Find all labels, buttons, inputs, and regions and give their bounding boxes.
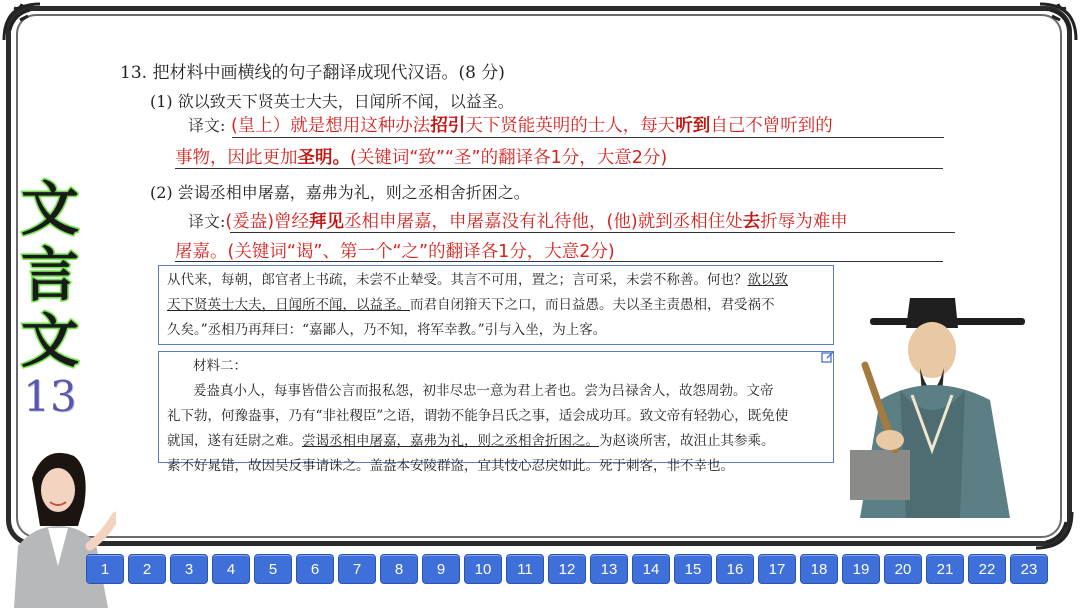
question-item-2: (2) 尝谒丞相申屠嘉，嘉弗为礼，则之丞相舍折困之。 bbox=[150, 183, 530, 202]
material-2-box bbox=[158, 351, 834, 474]
translation-label: 译文: bbox=[188, 212, 226, 231]
answer-text: 天下贤能英明的士人，每天 bbox=[465, 116, 676, 136]
material-text: 为赵谈所害，故沮止其参乘。 bbox=[599, 433, 775, 449]
side-title-char: 文 bbox=[20, 175, 79, 243]
material-2-line bbox=[167, 429, 825, 454]
material-1-line bbox=[167, 293, 825, 318]
slide-navigation bbox=[86, 554, 1051, 586]
page-button-9[interactable]: 9 bbox=[422, 554, 460, 584]
page-button-18[interactable]: 18 bbox=[800, 554, 838, 584]
material-underlined-text: 天下贤英士大夫，日闻所不闻，以益圣。 bbox=[167, 297, 410, 313]
underline-row bbox=[232, 137, 944, 138]
answer-1-line-1 bbox=[188, 112, 943, 138]
material-1-box bbox=[158, 265, 834, 345]
answer-text: 事物，因此更加 bbox=[175, 148, 298, 168]
material-2-line: 礼下勃，何豫盎事，乃有“非社稷臣”之语，谓勃不能争吕氏之事，适会成功耳。致文帝有轻勃心，既免使 bbox=[167, 408, 789, 424]
answer-keyword: 听到 bbox=[675, 116, 711, 136]
corner-ornament-icon bbox=[1036, 0, 1080, 44]
answer-keyword: 圣明。 bbox=[297, 148, 350, 168]
page-button-6[interactable]: 6 bbox=[296, 554, 334, 584]
edit-icon[interactable] bbox=[821, 348, 835, 362]
side-title-number: 13 bbox=[23, 372, 77, 421]
page-button-2[interactable]: 2 bbox=[128, 554, 166, 584]
page-button-12[interactable]: 12 bbox=[548, 554, 586, 584]
page-button-16[interactable]: 16 bbox=[716, 554, 754, 584]
underline-row bbox=[230, 232, 955, 233]
material-text: 从代来，每朝，郎官者上书疏，未尝不止辇受。其言不可用，置之；言可采，未尝不称善。何也？ bbox=[167, 272, 748, 288]
ancient-official-illustration bbox=[840, 290, 1025, 518]
page-button-13[interactable]: 13 bbox=[590, 554, 628, 584]
page-button-11[interactable]: 11 bbox=[506, 554, 544, 584]
answer-text: 折辱为难申 bbox=[760, 212, 848, 232]
page-button-4[interactable]: 4 bbox=[212, 554, 250, 584]
answer-keyword: 招引 bbox=[430, 116, 466, 136]
answer-1-line-2 bbox=[175, 144, 935, 170]
underline-row bbox=[175, 261, 943, 262]
page-button-20[interactable]: 20 bbox=[884, 554, 922, 584]
page-button-3[interactable]: 3 bbox=[170, 554, 208, 584]
material-2-title: 材料二： bbox=[193, 358, 247, 374]
answer-keyword: 拜见 bbox=[309, 212, 345, 232]
answer-keyword: 去 bbox=[742, 212, 761, 232]
page-button-19[interactable]: 19 bbox=[842, 554, 880, 584]
page-button-1[interactable]: 1 bbox=[86, 554, 124, 584]
page-button-7[interactable]: 7 bbox=[338, 554, 376, 584]
answer-note: 屠嘉。(关键词“谒”、第一个“之”的翻译各1分，大意2分) bbox=[175, 242, 615, 262]
side-title-char: 文 bbox=[20, 307, 79, 375]
question-item-1: (1) 欲以致天下贤英士大夫，日闻所不闻，以益圣。 bbox=[150, 92, 514, 111]
underline-row bbox=[175, 168, 943, 169]
page-button-14[interactable]: 14 bbox=[632, 554, 670, 584]
page-button-17[interactable]: 17 bbox=[758, 554, 796, 584]
translation-label: 译文: bbox=[188, 116, 226, 135]
page-button-21[interactable]: 21 bbox=[926, 554, 964, 584]
material-2-line: 爰盎真小人，每事皆借公言而报私怨，初非尽忠一意为君上者也。尝为吕禄舍人，故怨周勃。文帝 bbox=[193, 383, 774, 399]
material-2-line: 素不好晁错，故因吴反事请诛之。盖盎本安陵群盗，宜其忮心忍戾如此。死于刺客，非不幸也。 bbox=[167, 458, 734, 474]
question-heading: 13. 把材料中画横线的句子翻译成现代汉语。(8 分) bbox=[120, 63, 505, 83]
material-underlined-text: 欲以致 bbox=[747, 272, 788, 288]
page-button-8[interactable]: 8 bbox=[380, 554, 418, 584]
page-button-10[interactable]: 10 bbox=[464, 554, 502, 584]
answer-text: (皇上）就是想用这种办法 bbox=[230, 116, 431, 136]
page-button-23[interactable]: 23 bbox=[1010, 554, 1048, 584]
page-button-5[interactable]: 5 bbox=[254, 554, 292, 584]
material-text: 久矣。”丞相乃再拜曰：“嘉鄙人，乃不知，将军幸教。”引与入坐，为上客。 bbox=[167, 322, 607, 338]
answer-2-line-1 bbox=[188, 208, 958, 234]
page-button-22[interactable]: 22 bbox=[968, 554, 1006, 584]
side-title bbox=[18, 176, 82, 420]
answer-text: (爰盎)曾经 bbox=[225, 212, 310, 232]
material-text: 而君自闭箝天下之口，而日益愚。夫以圣主责愚相，君受祸不 bbox=[410, 297, 775, 313]
corner-ornament-icon bbox=[1032, 508, 1076, 552]
corner-ornament-icon bbox=[0, 0, 44, 44]
answer-text: 丞相申屠嘉，申屠嘉没有礼待他，(他)就到丞相住处 bbox=[344, 212, 743, 232]
answer-text: 自己不曾听到的 bbox=[710, 116, 833, 136]
material-1-line bbox=[167, 318, 825, 343]
material-underlined-text: 尝谒丞相申屠嘉，嘉弗为礼，则之丞相舍折困之。 bbox=[302, 433, 599, 449]
material-text: 就国，遂有廷尉之难。 bbox=[167, 433, 302, 449]
page-button-15[interactable]: 15 bbox=[674, 554, 712, 584]
material-1-line bbox=[167, 268, 825, 293]
answer-note: (关键词“致”“圣”的翻译各1分，大意2分) bbox=[350, 148, 668, 168]
side-title-char: 言 bbox=[20, 241, 79, 309]
